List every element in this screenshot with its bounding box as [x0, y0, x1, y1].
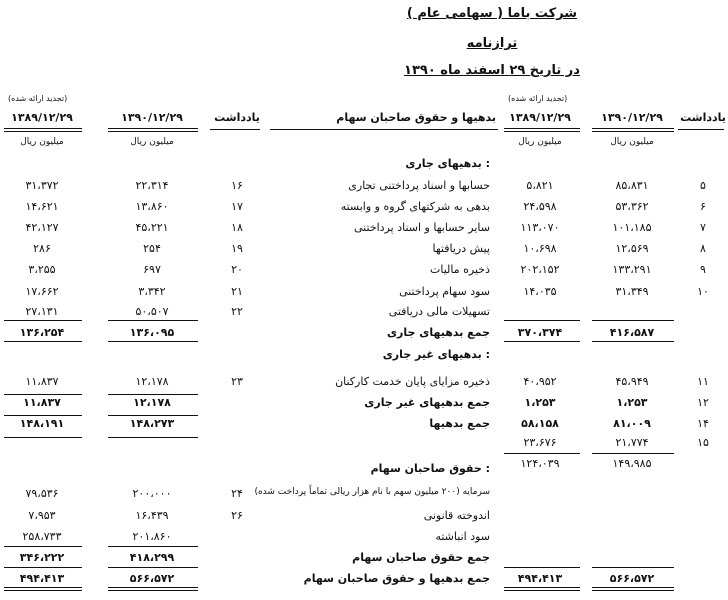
right-row-desc: جمع بدهیهای جاری [386, 326, 490, 339]
right-row-desc: پیش دریافتها [432, 242, 490, 255]
right-row-note: ۸ [700, 242, 706, 255]
left-row-current: ۲۵۴ [143, 242, 161, 255]
left-col-note: یادداشت [214, 111, 260, 124]
left-row-current: ۲۰۰،۰۰۰ [132, 487, 172, 500]
right-row-current: ۱۲،۵۶۹ [615, 242, 649, 255]
left-row-current: ۱۲،۱۷۸ [135, 375, 169, 388]
right-header-rule-current [592, 128, 674, 132]
statement-title: ترازنامه [466, 36, 518, 51]
left-row-note: ۲۴ [231, 487, 243, 500]
rule-l-cur-4 [108, 415, 198, 416]
left-row-note: ۲۳ [231, 375, 243, 388]
rule-r-prior-final [504, 587, 580, 591]
right-unit-current: میلیون ریال [610, 137, 654, 147]
right-row-prior: ۳۷۰،۳۷۴ [517, 326, 563, 339]
left-row-prior: ۷۹،۵۳۶ [25, 487, 59, 500]
right-row-desc: تسهیلات مالی دریافتی [388, 305, 490, 318]
right-restated-label: (تجدید ارائه شده) [508, 94, 568, 103]
rule-l-prior-7 [4, 567, 82, 568]
right-header-rule-desc [270, 129, 498, 130]
right-row-prior: ۴۹۴،۴۱۳ [517, 572, 563, 585]
rule-r-cur-1 [592, 320, 674, 321]
right-row-note: ۱۱ [697, 375, 709, 388]
right-header-rule-note [678, 129, 724, 130]
rule-r-prior-1 [504, 320, 580, 321]
left-row-prior: ۲۸۶ [33, 242, 51, 255]
right-col-note: یادداشت [680, 111, 726, 124]
statement-date: در تاریخ ۲۹ اسفند ماه ۱۳۹۰ [404, 63, 580, 78]
left-row-current: ۱۳۶،۰۹۵ [129, 326, 175, 339]
left-row-current: ۴۱۸،۲۹۹ [129, 551, 175, 564]
left-row-current: ۱۶،۴۳۹ [135, 509, 169, 522]
rule-l-prior-2 [4, 341, 82, 342]
right-row-desc: سود سهام پرداختنی [399, 285, 490, 298]
right-row-desc: جمع حقوق صاحبان سهام [352, 551, 490, 564]
right-row-desc: اندوخته قانونی [423, 509, 490, 522]
left-row-note: ۲۶ [231, 509, 243, 522]
right-row-prior: ۱۱۳،۰۷۰ [520, 221, 560, 234]
left-row-note: ۱۷ [231, 200, 243, 213]
left-row-current: ۱۳،۸۶۰ [135, 200, 169, 213]
left-col-prior: ۱۳۸۹/۱۲/۲۹ [11, 111, 73, 124]
right-row-prior: ۲۰۲،۱۵۲ [520, 263, 560, 276]
right-row-desc: سایر حسابها و اسناد پرداختنی [354, 221, 490, 234]
right-row-current: ۲۱،۷۷۴ [615, 436, 649, 449]
rule-l-cur-6 [108, 546, 198, 547]
right-row-note: ۱۰ [697, 285, 709, 298]
right-row-prior: ۲۴،۵۹۸ [523, 200, 557, 213]
right-row-note: ۱۴ [697, 417, 709, 430]
left-row-note: ۲۰ [231, 263, 243, 276]
left-row-current: ۵۰،۵۰۷ [135, 305, 169, 318]
rule-l-prior-3 [4, 394, 82, 395]
rule-r-cur-3 [592, 453, 674, 454]
rule-r-prior-4 [504, 567, 580, 568]
left-row-prior: ۱۴۸،۱۹۱ [19, 417, 65, 430]
left-row-note: ۱۶ [231, 179, 243, 192]
left-restated-label: (تجدید ارائه شده) [8, 94, 68, 103]
rule-r-cur-2 [592, 341, 674, 342]
left-row-prior: ۱۷،۶۶۲ [25, 285, 59, 298]
rule-l-cur-5 [108, 437, 198, 438]
left-row-current: ۵۶۶،۵۷۲ [129, 572, 175, 585]
right-col-desc: بدهیها و حقوق صاحبان سهام [336, 111, 496, 124]
left-header-rule-note [210, 129, 260, 130]
left-row-current: ۱۲،۱۷۸ [133, 396, 171, 409]
rule-l-cur-3 [108, 394, 198, 395]
right-row-note: ۱۲ [697, 396, 709, 409]
rule-r-prior-2 [504, 341, 580, 342]
rule-l-prior-4 [4, 415, 82, 416]
section-current-liabilities: بدهیهای جاری : [405, 157, 490, 170]
rule-l-prior-final [4, 587, 82, 591]
rule-r-cur-4 [592, 567, 674, 568]
right-row-desc: جمع بدهیها و حقوق صاحبان سهام [303, 572, 490, 585]
left-row-current: ۲۲،۳۱۴ [135, 179, 169, 192]
right-row-prior: ۴۰،۹۵۲ [523, 375, 557, 388]
left-row-prior: ۱۱،۸۳۷ [25, 375, 59, 388]
left-row-note: ۲۲ [231, 305, 243, 318]
right-row-prior: ۵،۸۲۱ [526, 179, 554, 192]
right-row-note: ۹ [700, 263, 706, 276]
right-row-current: ۵۳،۳۶۲ [615, 200, 649, 213]
left-unit-prior: میلیون ریال [20, 137, 64, 147]
left-row-prior: ۳۴۶،۲۲۲ [19, 551, 65, 564]
right-col-current: ۱۳۹۰/۱۲/۲۹ [601, 111, 663, 124]
right-row-desc: بدهی به شرکتهای گروه و وابسته [340, 200, 490, 213]
right-row-current: ۵۶۶،۵۷۲ [609, 572, 655, 585]
left-row-prior: ۳،۲۵۵ [28, 263, 56, 276]
left-row-prior: ۴۲،۱۲۷ [25, 221, 59, 234]
left-row-current: ۲۰۱،۸۶۰ [132, 530, 172, 543]
right-col-prior: ۱۳۸۹/۱۲/۲۹ [509, 111, 571, 124]
right-row-current: ۸۵،۸۳۱ [615, 179, 649, 192]
left-header-rule-current [108, 128, 198, 132]
right-row-desc: سرمایه (۲۰۰ میلیون سهم با نام هزار ریالی تماماً پرداخت شده) [254, 487, 490, 497]
right-row-desc: جمع بدهیها [429, 417, 490, 430]
left-row-current: ۳،۳۴۲ [138, 285, 166, 298]
left-row-note: ۱۹ [231, 242, 243, 255]
right-row-current: ۱۳۳،۲۹۱ [612, 263, 652, 276]
right-row-desc: جمع بدهیهای غیر جاری [364, 396, 490, 409]
left-row-current: ۶۹۷ [143, 263, 161, 276]
left-row-note: ۲۱ [231, 285, 243, 298]
section-equity: حقوق صاحبان سهام : [370, 462, 490, 475]
right-row-current: ۴۱۶،۵۸۷ [609, 326, 655, 339]
left-row-prior: ۱۱،۸۳۷ [23, 396, 61, 409]
rule-l-cur-final [108, 587, 198, 591]
left-row-prior: ۱۴،۶۲۱ [25, 200, 59, 213]
left-col-current: ۱۳۹۰/۱۲/۲۹ [121, 111, 183, 124]
rule-r-cur-final [592, 587, 674, 591]
right-row-prior: ۲۳،۶۷۶ [523, 436, 557, 449]
left-row-note: ۱۸ [231, 221, 243, 234]
left-row-prior: ۲۷،۱۳۱ [25, 305, 59, 318]
left-row-prior: ۳۱،۳۷۲ [25, 179, 59, 192]
rule-l-cur-2 [108, 341, 198, 342]
left-row-current: ۴۵،۲۲۱ [135, 221, 169, 234]
right-row-prior: ۱،۲۵۳ [524, 396, 556, 409]
right-row-current: ۸۱،۰۰۹ [613, 417, 651, 430]
section-noncurrent-liabilities: بدهیهای غیر جاری : [382, 348, 490, 361]
right-row-desc: ذخیره مالیات [430, 263, 490, 276]
rule-l-cur-7 [108, 567, 198, 568]
right-row-note: ۷ [700, 221, 706, 234]
right-row-note: ۶ [700, 200, 706, 213]
left-row-prior: ۷،۹۵۳ [28, 509, 56, 522]
rule-l-prior-5 [4, 437, 82, 438]
rule-l-cur-1 [108, 320, 198, 321]
right-row-current: ۴۵،۹۴۹ [615, 375, 649, 388]
left-unit-current: میلیون ریال [130, 137, 174, 147]
right-row-prior: ۵۸،۱۵۸ [521, 417, 559, 430]
left-row-prior: ۴۹۴،۴۱۳ [19, 572, 65, 585]
left-header-rule-prior [4, 128, 82, 132]
left-row-prior: ۲۵۸،۷۳۳ [22, 530, 62, 543]
right-unit-prior: میلیون ریال [518, 137, 562, 147]
company-name: شرکت باما ( سهامی عام ) [406, 6, 578, 21]
right-row-desc: حسابها و اسناد پرداختنی تجاری [348, 179, 490, 192]
rule-r-prior-3 [504, 453, 580, 454]
right-row-desc: ذخیره مزایای پایان خدمت کارکنان [335, 375, 490, 388]
right-row-current: ۱۴۹،۹۸۵ [612, 457, 652, 470]
rule-l-prior-6 [4, 546, 82, 547]
right-row-current: ۳۱،۳۴۹ [615, 285, 649, 298]
right-row-desc: سود انباشته [435, 530, 490, 543]
right-row-current: ۱،۲۵۳ [616, 396, 648, 409]
left-row-prior: ۱۳۶،۲۵۴ [19, 326, 65, 339]
right-row-prior: ۱۰،۶۹۸ [523, 242, 557, 255]
right-row-current: ۱۰۱،۱۸۵ [612, 221, 652, 234]
left-row-current: ۱۴۸،۲۷۳ [129, 417, 175, 430]
right-header-rule-prior [504, 128, 580, 132]
right-row-prior: ۱۲۴،۰۳۹ [520, 457, 560, 470]
right-row-prior: ۱۴،۰۳۵ [523, 285, 557, 298]
right-row-note: ۱۵ [697, 436, 709, 449]
right-row-note: ۵ [700, 179, 706, 192]
rule-l-prior-1 [4, 320, 82, 321]
